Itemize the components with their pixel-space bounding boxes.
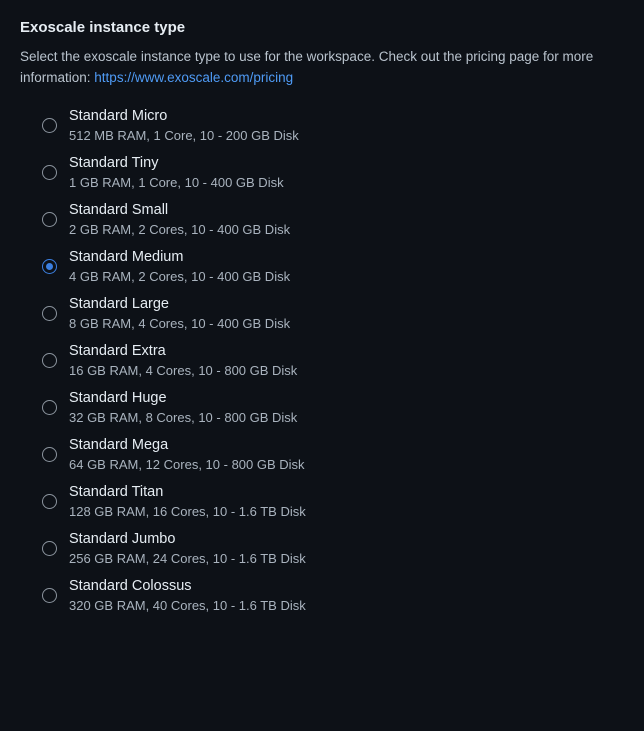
instance-type-option[interactable] [20, 102, 624, 149]
instance-type-text [69, 483, 306, 520]
instance-type-specs: 64 GB RAM, 12 Cores, 10 - 800 GB Disk [69, 457, 305, 472]
instance-type-specs: 32 GB RAM, 8 Cores, 10 - 800 GB Disk [69, 410, 298, 425]
instance-type-specs: 320 GB RAM, 40 Cores, 10 - 1.6 TB Disk [69, 598, 306, 613]
instance-type-text [69, 248, 290, 285]
instance-type-option[interactable] [20, 337, 624, 384]
radio-button-icon[interactable] [42, 447, 57, 462]
instance-type-name: Standard Micro [69, 108, 168, 124]
radio-button-icon[interactable] [42, 494, 57, 509]
radio-button-icon[interactable] [42, 400, 57, 415]
radio-button-icon[interactable] [42, 212, 57, 227]
instance-type-text [69, 389, 297, 426]
instance-type-radio-group [20, 102, 624, 619]
instance-type-text [69, 295, 290, 332]
instance-type-text [69, 530, 306, 567]
radio-button-icon[interactable] [42, 588, 57, 603]
instance-type-option[interactable] [20, 525, 624, 572]
instance-type-text [69, 201, 290, 238]
radio-button-icon[interactable] [42, 541, 57, 556]
description-text: Select the exoscale instance type to use for the workspace. Check out the pricing page for more information: [20, 49, 594, 85]
instance-type-specs: 8 GB RAM, 4 Cores, 10 - 400 GB Disk [69, 316, 291, 331]
radio-button-icon[interactable] [42, 353, 57, 368]
instance-type-name: Standard Huge [69, 390, 167, 406]
instance-type-name: Standard Large [69, 296, 169, 312]
instance-type-name: Standard Medium [69, 249, 184, 265]
instance-type-name: Standard Titan [69, 484, 164, 500]
instance-type-text [69, 577, 306, 614]
radio-button-icon[interactable] [42, 118, 57, 133]
radio-button-icon[interactable] [42, 165, 57, 180]
instance-type-specs: 1 GB RAM, 1 Core, 10 - 400 GB Disk [69, 175, 284, 190]
instance-type-option[interactable] [20, 243, 624, 290]
instance-type-option[interactable] [20, 478, 624, 525]
instance-type-option[interactable] [20, 290, 624, 337]
instance-type-specs: 512 MB RAM, 1 Core, 10 - 200 GB Disk [69, 128, 299, 143]
instance-type-option[interactable] [20, 196, 624, 243]
instance-type-specs: 4 GB RAM, 2 Cores, 10 - 400 GB Disk [69, 269, 291, 284]
instance-type-text [69, 436, 305, 473]
instance-type-specs: 16 GB RAM, 4 Cores, 10 - 800 GB Disk [69, 363, 298, 378]
pricing-link[interactable]: https://www.exoscale.com/pricing [94, 70, 294, 85]
radio-button-icon[interactable] [42, 306, 57, 321]
instance-type-name: Standard Jumbo [69, 531, 176, 547]
instance-type-text [69, 107, 299, 144]
instance-type-specs: 2 GB RAM, 2 Cores, 10 - 400 GB Disk [69, 222, 291, 237]
instance-type-name: Standard Tiny [69, 155, 159, 171]
instance-type-text [69, 342, 297, 379]
page-title: Exoscale instance type [20, 19, 186, 36]
instance-type-specs: 128 GB RAM, 16 Cores, 10 - 1.6 TB Disk [69, 504, 306, 519]
instance-type-option[interactable] [20, 384, 624, 431]
instance-type-name: Standard Extra [69, 343, 166, 359]
instance-type-option[interactable] [20, 149, 624, 196]
instance-type-specs: 256 GB RAM, 24 Cores, 10 - 1.6 TB Disk [69, 551, 306, 566]
radio-button-icon[interactable] [42, 259, 57, 274]
instance-type-name: Standard Colossus [69, 578, 192, 594]
instance-type-option[interactable] [20, 572, 624, 619]
panel-description [20, 46, 620, 88]
instance-type-text [69, 154, 284, 191]
instance-type-name: Standard Mega [69, 437, 169, 453]
instance-type-name: Standard Small [69, 202, 169, 218]
instance-type-option[interactable] [20, 431, 624, 478]
